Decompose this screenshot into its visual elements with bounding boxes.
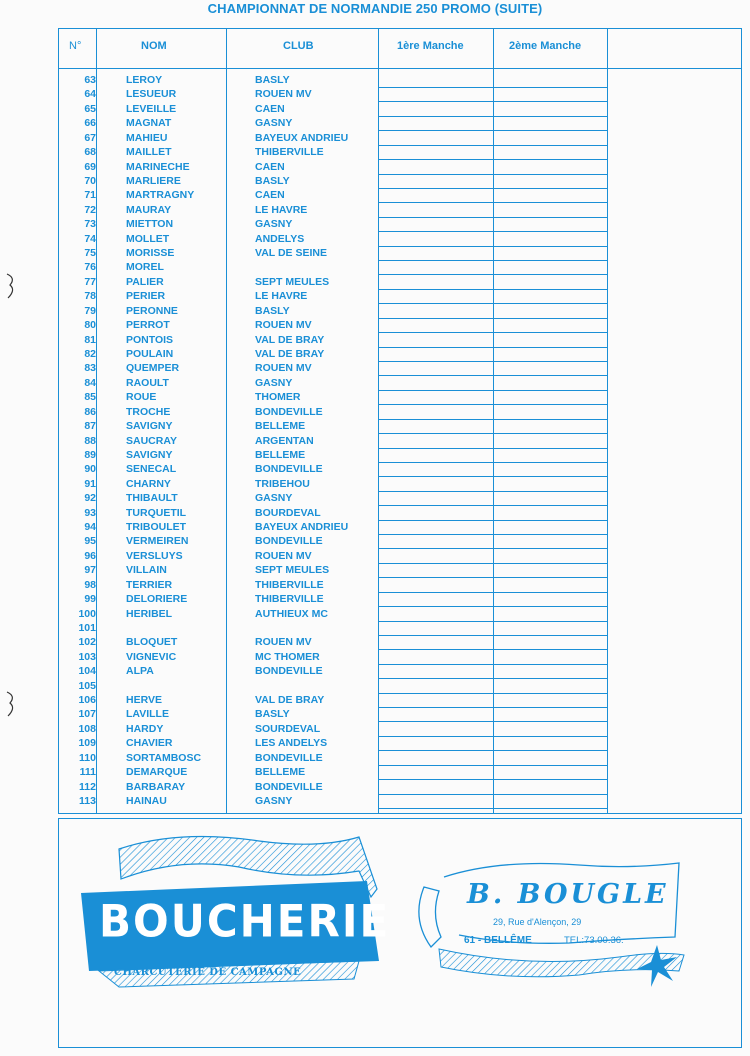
row-name: TERRIER — [126, 578, 173, 591]
row-number: 97 — [84, 564, 96, 577]
row-name: RAOULT — [126, 376, 169, 389]
row-name: HAINAU — [126, 795, 167, 807]
row-number: 66 — [84, 117, 96, 130]
row-number: 80 — [84, 319, 96, 332]
row-name: HARDY — [126, 722, 164, 735]
row-number: 112 — [79, 780, 96, 793]
row-number: 86 — [84, 405, 96, 418]
row-club: ROUEN MV — [255, 362, 312, 375]
row-name: QUEMPER — [126, 362, 180, 375]
row-number: 81 — [84, 333, 96, 346]
row-number: 74 — [84, 232, 96, 245]
row-number: 87 — [84, 420, 96, 433]
row-number: 107 — [78, 708, 96, 721]
row-number: 92 — [84, 492, 96, 505]
page-title: CHAMPIONNAT DE NORMANDIE 250 PROMO (SUITE) — [207, 1, 543, 16]
row-name: TRIBOULET — [126, 521, 187, 534]
row-number: 69 — [84, 160, 96, 173]
header-num: N° — [69, 40, 82, 52]
shop-name: B. BOUGLE — [467, 879, 669, 910]
row-club: THIBERVILLE — [255, 578, 324, 591]
row-number: 96 — [84, 549, 96, 562]
row-number: 89 — [84, 448, 96, 461]
row-name: VERMEIREN — [126, 535, 189, 548]
row-number: 100 — [78, 607, 96, 620]
row-club: CAEN — [255, 160, 285, 173]
binder-ring-icon — [4, 272, 18, 300]
row-number: 70 — [84, 174, 96, 187]
row-number: 65 — [84, 102, 96, 115]
row-name: BARBARAY — [126, 780, 186, 793]
row-club: BONDEVILLE — [255, 665, 323, 678]
row-number: 99 — [84, 593, 96, 606]
row-club: VAL DE BRAY — [255, 694, 325, 707]
row-club: VAL DE BRAY — [255, 347, 325, 360]
row-number: 73 — [84, 218, 96, 231]
row-club: ROUEN MV — [255, 549, 312, 562]
row-club: BAYEUX ANDRIEU — [255, 521, 349, 534]
row-number: 82 — [84, 347, 96, 360]
row-club: ROUEN MV — [255, 88, 312, 101]
row-number: 105 — [78, 679, 96, 692]
row-number: 77 — [84, 275, 96, 288]
row-club: ROUEN MV — [255, 636, 312, 649]
row-club: BONDEVILLE — [255, 535, 323, 548]
row-club: ARGENTAN — [255, 434, 314, 447]
row-number: 63 — [84, 74, 96, 86]
row-number: 71 — [84, 189, 96, 202]
row-number: 72 — [84, 203, 96, 216]
row-name: POULAIN — [126, 347, 174, 360]
row-club: VAL DE BRAY — [255, 333, 325, 346]
row-name: TURQUETIL — [126, 506, 187, 519]
row-number: 84 — [84, 376, 96, 389]
row-name: MARLIERE — [126, 174, 181, 187]
row-name: VILLAIN — [126, 564, 167, 577]
row-club: BONDEVILLE — [255, 463, 323, 476]
row-club: BAYEUX ANDRIEU — [255, 131, 349, 144]
row-number: 78 — [84, 290, 96, 303]
row-number: 110 — [79, 751, 96, 764]
row-club: BASLY — [255, 174, 290, 187]
row-number: 113 — [79, 795, 96, 807]
row-club: CAEN — [255, 102, 285, 115]
banner-subtitle: CHARCUTERIE DE CAMPAGNE — [114, 967, 302, 978]
row-name: MOLLET — [126, 232, 170, 245]
row-number: 88 — [84, 434, 96, 447]
row-club: LE HAVRE — [255, 290, 308, 303]
row-name: ROUE — [126, 391, 157, 404]
row-club: BONDEVILLE — [255, 751, 323, 764]
row-name: VERSLUYS — [126, 549, 183, 562]
score-line — [378, 808, 608, 809]
row-number: 94 — [84, 521, 96, 534]
row-number: 64 — [84, 88, 96, 101]
row-number: 111 — [79, 766, 96, 779]
row-club: LES ANDELYS — [255, 737, 328, 750]
row-name: VIGNEVIC — [126, 650, 177, 663]
row-number: 102 — [78, 636, 96, 649]
row-name: SORTAMBOSC — [126, 751, 202, 764]
row-club: BONDEVILLE — [255, 405, 323, 418]
row-number: 79 — [84, 304, 96, 317]
banner-title: BOUCHERIE — [99, 895, 391, 948]
row-name: ALPA — [126, 665, 154, 678]
row-club: GASNY — [255, 492, 293, 505]
header-divider — [58, 68, 742, 69]
row-club: THIBERVILLE — [255, 146, 324, 159]
row-club: SEPT MEULES — [255, 275, 330, 288]
row-club: BOURDEVAL — [255, 506, 321, 519]
row-name: HERVE — [126, 694, 162, 707]
row-club: GASNY — [255, 117, 293, 130]
row-name: PERROT — [126, 319, 170, 332]
row-number: 75 — [84, 247, 96, 260]
row-club: GASNY — [255, 795, 293, 807]
row-name: SENECAL — [126, 463, 177, 476]
row-club: AUTHIEUX MC — [255, 607, 328, 620]
row-name: PALIER — [126, 275, 164, 288]
row-number: 98 — [84, 578, 96, 591]
row-club: SOURDEVAL — [255, 722, 321, 735]
row-name: MIETTON — [126, 218, 174, 231]
row-club: ANDELYS — [255, 232, 305, 245]
row-number: 101 — [78, 621, 96, 634]
row-name: PERIER — [126, 290, 166, 303]
row-name: SAUCRAY — [126, 434, 177, 447]
row-number: 90 — [84, 463, 96, 476]
row-club: BELLEME — [255, 766, 306, 779]
shop-phone: TEL:73.00.36. — [564, 935, 624, 946]
row-name: LEROY — [126, 74, 163, 86]
row-name: LEVEILLE — [126, 102, 177, 115]
row-club: SEPT MEULES — [255, 564, 330, 577]
row-club: BASLY — [255, 708, 290, 721]
row-number: 93 — [84, 506, 96, 519]
advertisement — [58, 818, 742, 1048]
row-club: THIBERVILLE — [255, 593, 324, 606]
row-number: 106 — [78, 694, 96, 707]
row-name: MAILLET — [126, 146, 172, 159]
row-name: MAHIEU — [126, 131, 168, 144]
row-club: CAEN — [255, 189, 285, 202]
row-number: 68 — [84, 146, 96, 159]
row-name: HERIBEL — [126, 607, 173, 620]
header-manche-1: 1ère Manche — [397, 40, 464, 52]
row-club: TRIBEHOU — [255, 477, 310, 490]
row-club: BASLY — [255, 74, 290, 86]
row-name: MAGNAT — [126, 117, 172, 130]
row-club: BELLEME — [255, 448, 306, 461]
row-name: TROCHE — [126, 405, 171, 418]
row-name: THIBAULT — [126, 492, 178, 505]
row-club: THOMER — [255, 391, 301, 404]
row-number: 104 — [78, 665, 96, 678]
row-name: MAURAY — [126, 203, 172, 216]
row-name: MARINECHE — [126, 160, 190, 173]
row-number: 91 — [84, 477, 96, 490]
shop-address: 29, Rue d'Alençon, 29 — [493, 917, 582, 927]
row-number: 76 — [84, 261, 96, 274]
row-club: VAL DE SEINE — [255, 247, 327, 260]
row-name: PERONNE — [126, 304, 178, 317]
row-club: MC THOMER — [255, 650, 320, 663]
binder-ring-icon — [4, 690, 18, 718]
row-club: BELLEME — [255, 420, 306, 433]
header-nom: NOM — [141, 40, 167, 52]
row-number: 108 — [78, 722, 96, 735]
header-manche-2: 2ème Manche — [509, 40, 582, 52]
header-club: CLUB — [283, 40, 314, 52]
row-number: 103 — [78, 650, 96, 663]
row-club: BASLY — [255, 304, 290, 317]
row-number: 67 — [84, 131, 96, 144]
row-number: 95 — [84, 535, 96, 548]
row-club: LE HAVRE — [255, 203, 308, 216]
row-name: DEMARQUE — [126, 766, 188, 779]
row-name: PONTOIS — [126, 333, 174, 346]
shop-city: 61 - BELLÊME — [464, 935, 532, 946]
row-name: LESUEUR — [126, 88, 177, 101]
row-name: MOREL — [126, 261, 164, 274]
row-number: 109 — [78, 737, 96, 750]
row-name: SAVIGNY — [126, 448, 173, 461]
row-club: GASNY — [255, 376, 293, 389]
row-name: CHAVIER — [126, 737, 173, 750]
row-club: ROUEN MV — [255, 319, 312, 332]
row-club: BONDEVILLE — [255, 780, 323, 793]
row-name: MORISSE — [126, 247, 175, 260]
row-name: MARTRAGNY — [126, 189, 195, 202]
row-name: SAVIGNY — [126, 420, 173, 433]
row-name: BLOQUET — [126, 636, 178, 649]
row-name: DELORIERE — [126, 593, 188, 606]
row-name: LAVILLE — [126, 708, 169, 721]
row-club: GASNY — [255, 218, 293, 231]
row-number: 85 — [84, 391, 96, 404]
row-name: CHARNY — [126, 477, 171, 490]
row-number: 83 — [84, 362, 96, 375]
